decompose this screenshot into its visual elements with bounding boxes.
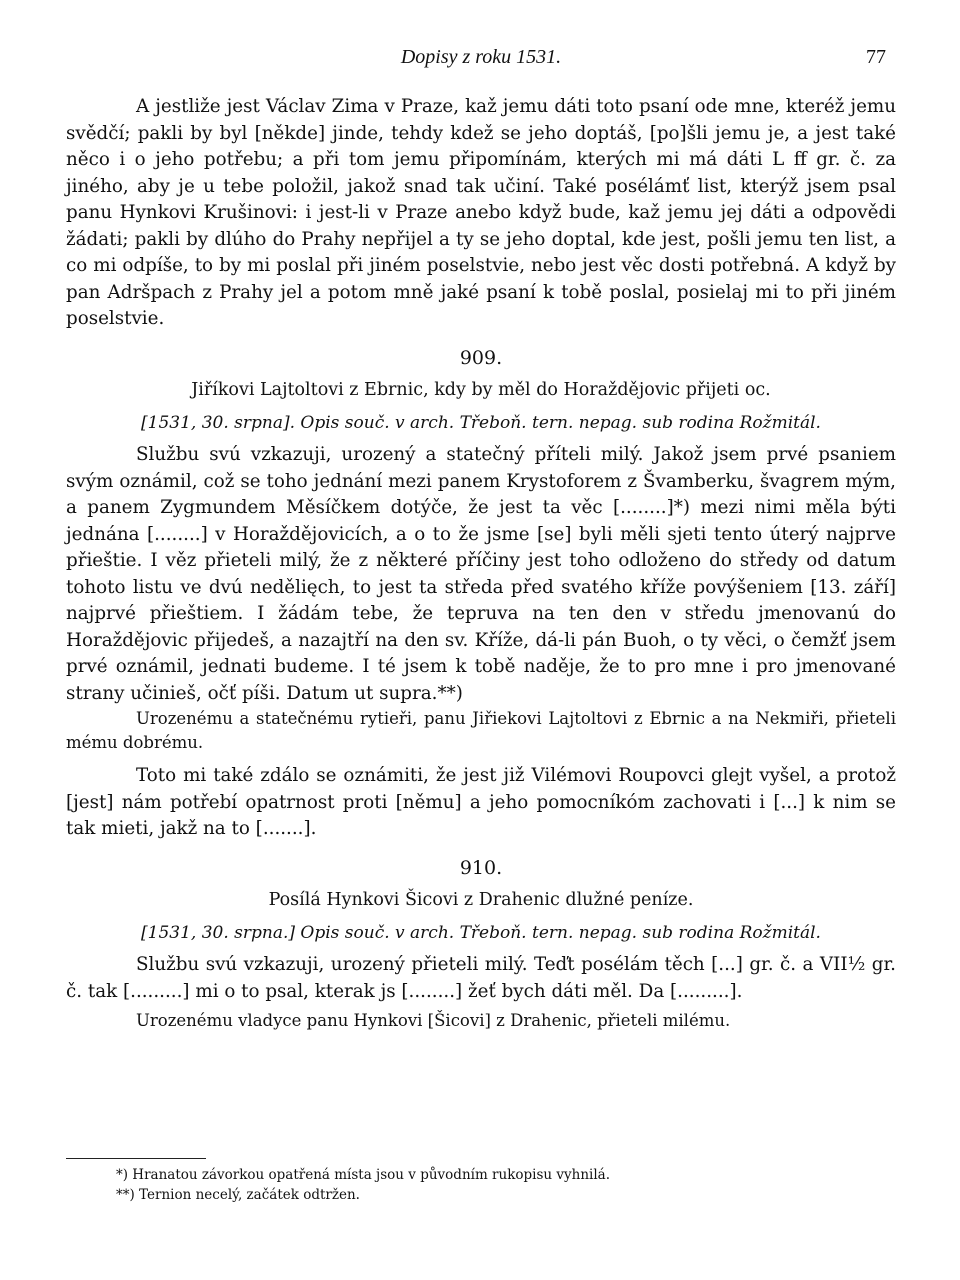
document-source-909: [1531, 30. srpna]. Opis souč. v arch. Třeboň. tern. nepag. sub rodina Rožmitál. — [141, 412, 821, 433]
document-number-910: 910. — [459, 856, 503, 879]
address-text: Urozenému vladyce panu Hynkovi [Šicovi] z Drahenic, přieteli milému. — [136, 1011, 731, 1030]
document-source-910: [1531, 30. srpna.] Opis souč. v arch. Třeboň. tern. nepag. sub rodina Rožmitál. — [141, 922, 821, 943]
footnote-rule — [66, 1158, 206, 1159]
letter-body-909: Službu svú vzkazuji, urozený a statečný příteli milý. Jakož jsem prvé psaniem svým oznámil, což se toho jednání mezi panem Krystoforem z Švamberku, švagrem mým, a panem Zygmundem Měsíčkem dotýče, že jest ta věc [........]*) mezi nimi měla býti jednána [........] v Horaždějovicích, a o to že jsme [se] byli měli sjeti tento úterý najprve přieštie. I věz přieteli milý, že z některé příčiny jest toho odloženo do středy od datum tohoto listu ve dvú nedělięch, to jest ta středa před svatého kříže povýšeniem [13. září] najprvé přieštiem. I žádám tebe, že tepruva na ten den v středu jmenovanú do Horaždějovic přijedeš, a nazajtří na den sv. Kříže, dá-li pán Buoh, o ty věci, o čemžť jsem prvé oznámil, jednati budeme. I té jsem k tobě naděje, že to pro mne i pro jmenované strany učinieš, očť píši. Datum ut supra.**) — [66, 444, 896, 704]
letter-address-909 — [66, 707, 896, 755]
running-title: Dopisy z roku 1531. — [400, 46, 562, 68]
address-text: Urozenému a statečnému rytieři, panu Jiřiekovi Lajtoltovi z Ebrnic a na Nekmiři, přieteli mému dobrému. — [66, 709, 896, 752]
footnote-2: **) Ternion necelý, začátek odtržen. — [116, 1187, 360, 1203]
footnote-1: *) Hranatou závorkou opatřená místa jsou v původním rukopisu vyhnilá. — [116, 1167, 610, 1183]
page-header — [66, 46, 896, 76]
postscript-909: Toto mi také zdálo se oznámiti, že jest již Vilémovi Roupovci glejt vyšel, a protož [jest] nám potřebí opatrnost proti [němu] a jeho pomocníkóm zachovati i [...] k nim se tak mieti, jakž na to [.......]. — [66, 765, 896, 839]
document-number-909: 909. — [459, 346, 503, 369]
document-title-910: Posílá Hynkovi Šicovi z Drahenic dlužné peníze. — [268, 890, 694, 910]
letter-body-910: Službu svú vzkazuji, urozený přieteli milý. Teďt posélám těch [...] gr. č. a VII½ gr. č. tak [.........] mi o to psal, kterak js [........] žeť bych dáti měl. Da [.........]. — [66, 954, 896, 1002]
letter-address-910 — [66, 1009, 896, 1033]
footnotes — [66, 1158, 896, 1205]
document-title-909: Jiříkovi Lajtoltovi z Ebrnic, kdy by měl do Horaždějovic přijeti oc. — [191, 380, 771, 400]
page-number: 77 — [866, 46, 886, 68]
intro-paragraph: A jestliže jest Václav Zima v Praze, kaž jemu dáti toto psaní ode mne, kteréž jemu svědčí; pakli by byl [někde] jinde, tehdy kdež se jeho doptáš, [po]šli jemu je, a jest také něco i o jeho potřebu; a při tom jemu připomínám, kterých mi má dáti L ff gr. č. za jiného, aby je u tebe položil, jakož snad tak učiní. Také posélámť list, kterýž jsem psal panu Hynkovi Krušinovi: i jest-li v Praze anebo když bude, kaž jemu jej dáti a odpovědi žádati; pakli by dlúho do Prahy nepřijel a ty se jeho doptal, kde jest, pošli jemu ten list, a co mi odpíše, to by mi poslal při jiném poselstvie, nebo jest věc dosti potřebná. A když by pan Adršpach z Prahy jel a potom mně jaké psaní k tobě poslal, posielaj mi to při jiném poselstvie. — [66, 96, 896, 329]
page-body — [66, 94, 896, 1033]
book-page — [66, 0, 896, 1280]
